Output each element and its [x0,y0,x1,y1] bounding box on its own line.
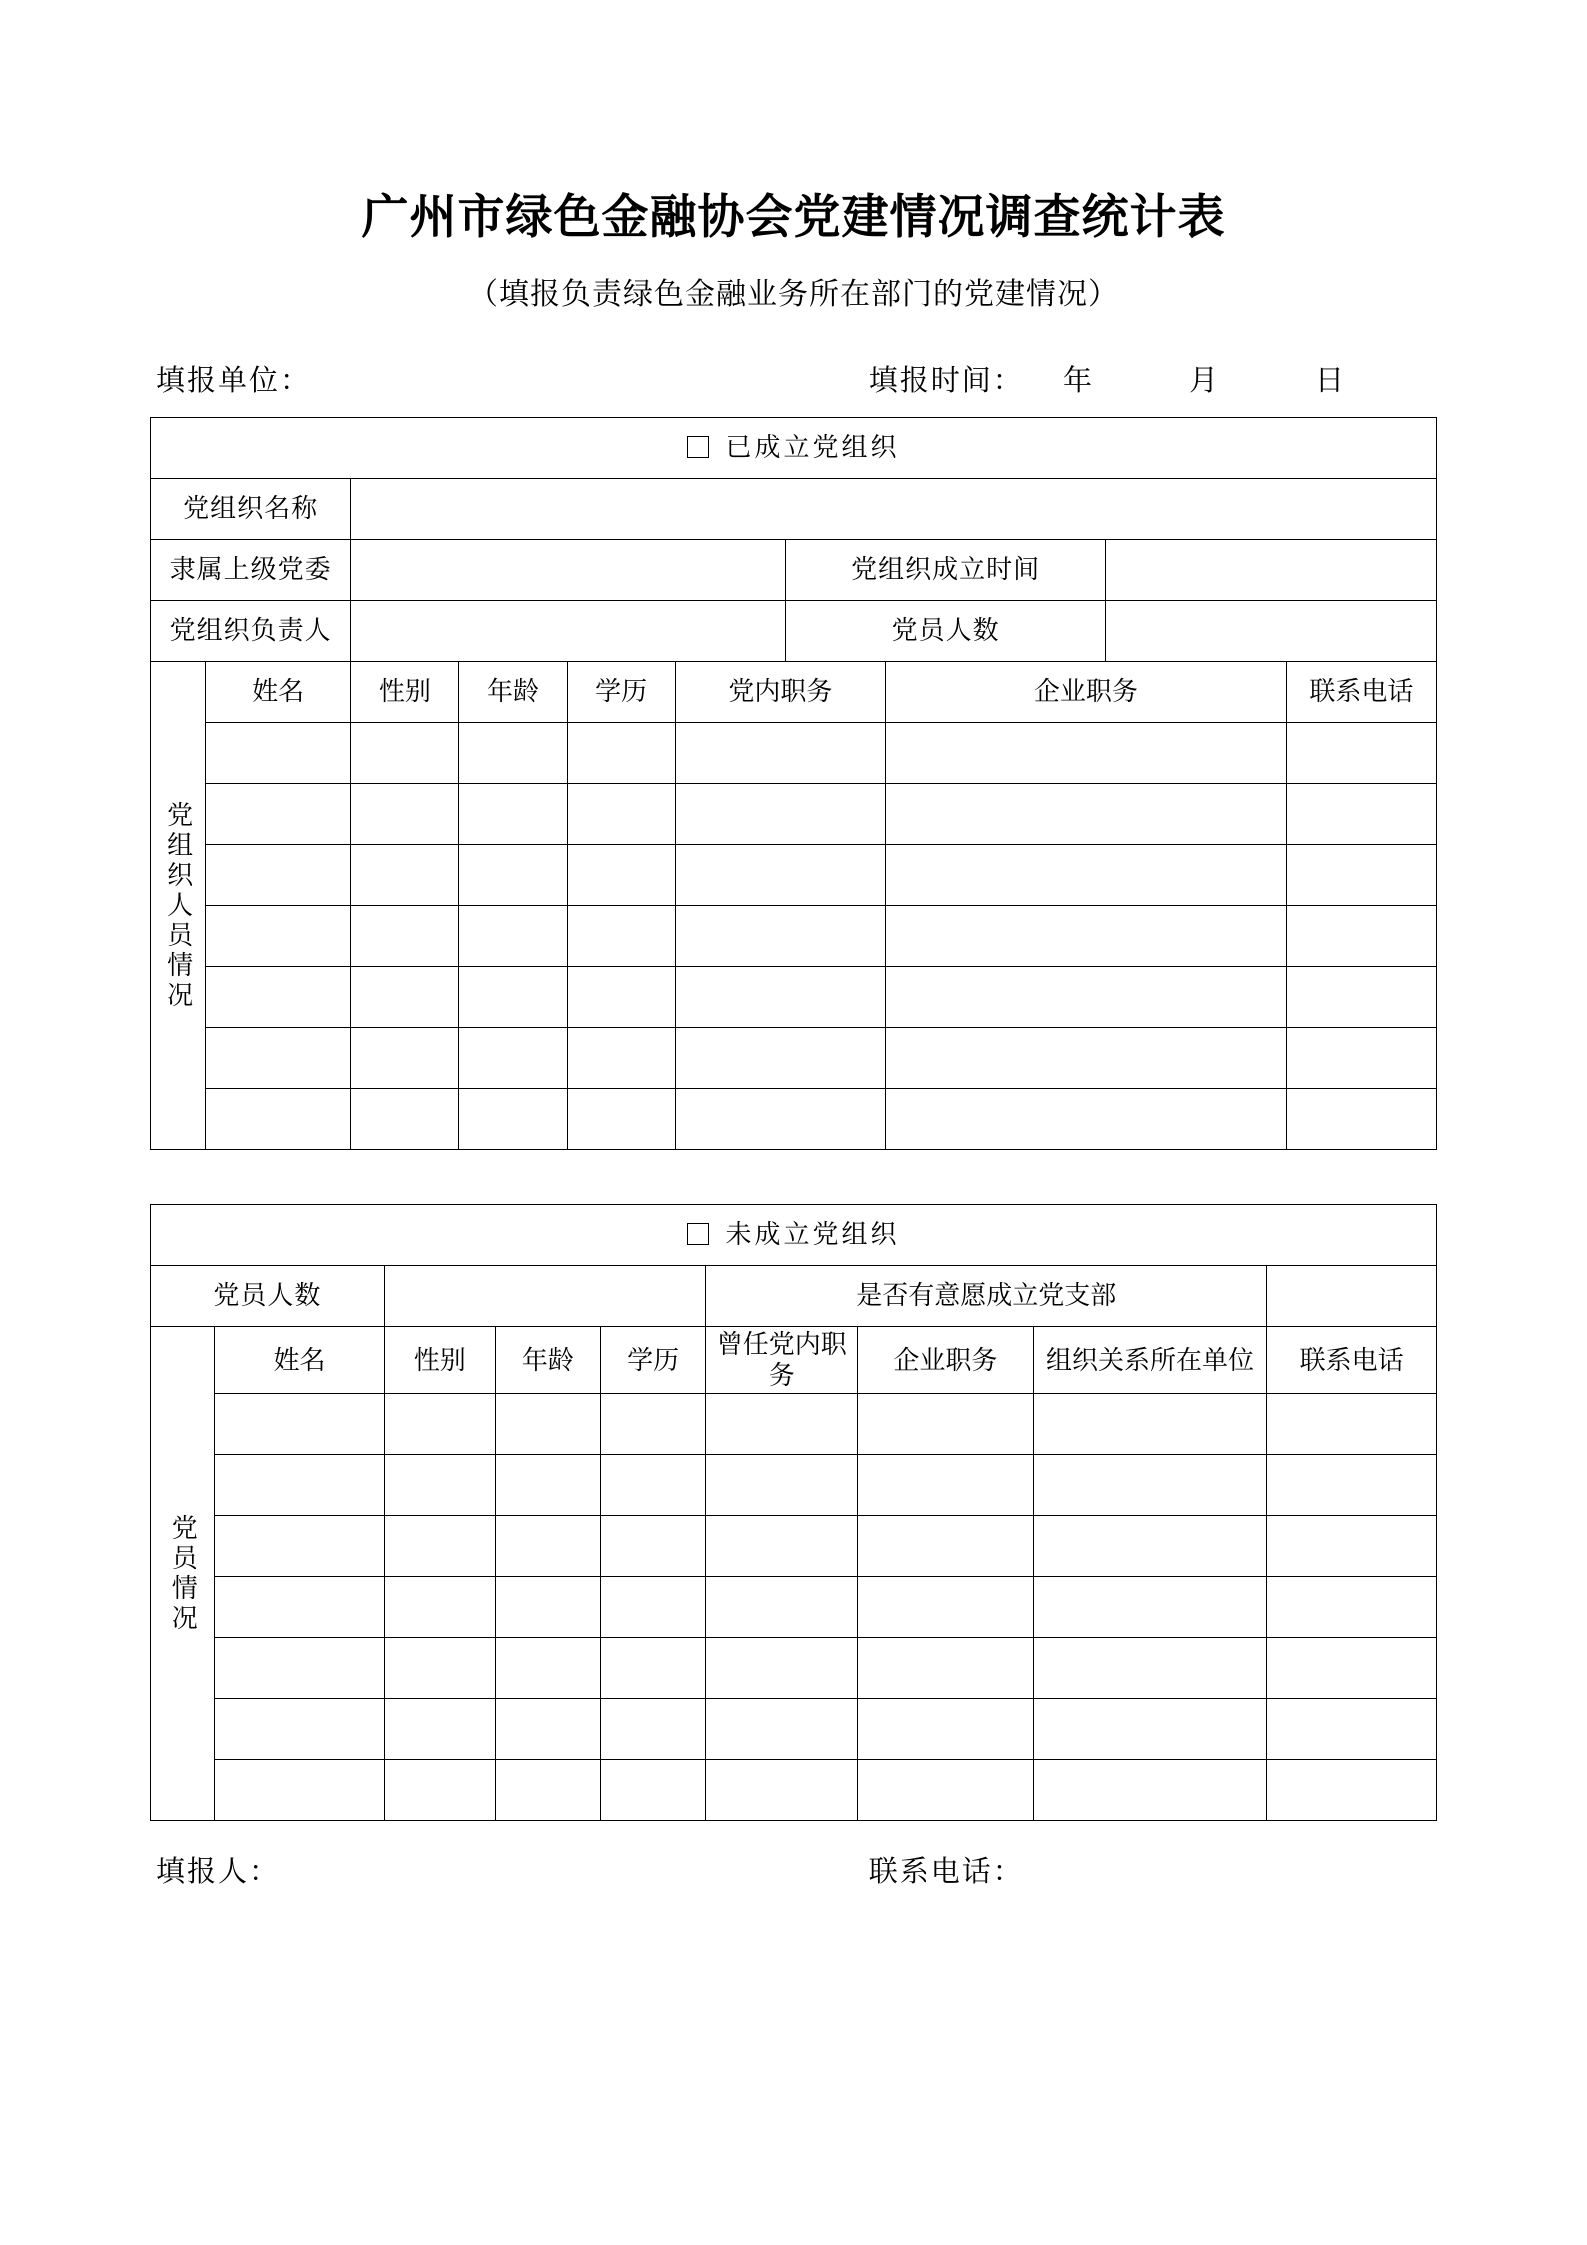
cell-company-position[interactable] [886,1028,1287,1089]
ne-willingness-label: 是否有意愿成立党支部 [706,1266,1267,1327]
org-leader-label: 党组织负责人 [151,601,351,662]
cell-education[interactable] [567,723,675,784]
cell-name[interactable] [215,1577,385,1638]
column-header-age: 年龄 [495,1327,600,1394]
cell-age[interactable] [459,1089,567,1150]
checkbox-icon[interactable] [687,1223,709,1245]
table-row [151,1699,1437,1760]
cell-phone[interactable] [1286,967,1436,1028]
cell-age[interactable] [495,1760,600,1821]
cell-gender[interactable] [384,1455,495,1516]
established-people-row-label: 党组织人员情况 [151,662,206,1150]
column-header-former-party-position: 曾任党内职务 [706,1327,858,1394]
cell-gender[interactable] [351,723,459,784]
table-row [151,479,1437,540]
column-header-education: 学历 [567,662,675,723]
cell-age[interactable] [495,1516,600,1577]
column-header-name: 姓名 [206,662,351,723]
cell-company-position[interactable] [858,1516,1033,1577]
column-header-org-relation-unit: 组织关系所在单位 [1033,1327,1267,1394]
cell-former-party-position[interactable] [706,1455,858,1516]
section-not-established-heading [151,1205,1437,1266]
member-count-label: 党员人数 [785,601,1105,662]
table-row [151,1638,1437,1699]
cell-org-relation-unit[interactable] [1033,1638,1267,1699]
column-header-phone: 联系电话 [1267,1327,1437,1394]
cell-age[interactable] [495,1638,600,1699]
column-header-company-position: 企业职务 [858,1327,1033,1394]
column-header-phone: 联系电话 [1286,662,1436,723]
reporting-date-group [774,358,1437,399]
section-established-heading-label: 已成立党组织 [725,433,900,463]
section-heading-row [151,418,1437,479]
cell-name[interactable] [206,1028,351,1089]
reporting-date-ymd: 年 月 日 [1063,365,1379,397]
cell-gender[interactable] [384,1394,495,1455]
cell-company-position[interactable] [886,967,1287,1028]
cell-company-position[interactable] [886,906,1287,967]
table-header-row [151,1327,1437,1394]
org-founding-time-label: 党组织成立时间 [785,540,1105,601]
cell-org-relation-unit[interactable] [1033,1394,1267,1455]
cell-gender[interactable] [384,1760,495,1821]
cell-age[interactable] [495,1455,600,1516]
cell-age[interactable] [495,1699,600,1760]
cell-company-position[interactable] [886,723,1287,784]
cell-party-position[interactable] [675,784,885,845]
cell-company-position[interactable] [886,845,1287,906]
table-row [151,1394,1437,1455]
reporting-unit-label: 填报单位： [156,365,312,397]
org-founding-time-value[interactable] [1106,540,1437,601]
table-row [151,845,1437,906]
section-spacer [150,1150,1437,1204]
table-row [151,1266,1437,1327]
cell-age[interactable] [459,723,567,784]
cell-education[interactable] [601,1455,706,1516]
table-row [151,1577,1437,1638]
cell-name[interactable] [206,967,351,1028]
cell-education[interactable] [601,1760,706,1821]
cell-age[interactable] [459,967,567,1028]
cell-phone[interactable] [1267,1516,1437,1577]
table-row [151,723,1437,784]
cell-gender[interactable] [384,1577,495,1638]
cell-company-position[interactable] [858,1760,1033,1821]
cell-phone[interactable] [1267,1577,1437,1638]
column-header-name: 姓名 [215,1327,385,1394]
table-not-established-party-org [150,1204,1437,1821]
cell-party-position[interactable] [675,1028,885,1089]
cell-name[interactable] [206,723,351,784]
cell-phone[interactable] [1267,1760,1437,1821]
cell-company-position[interactable] [858,1699,1033,1760]
cell-company-position[interactable] [858,1394,1033,1455]
cell-company-position[interactable] [858,1455,1033,1516]
cell-phone[interactable] [1267,1455,1437,1516]
table-row [151,1516,1437,1577]
cell-education[interactable] [567,1089,675,1150]
table-row [151,784,1437,845]
column-header-age: 年龄 [459,662,567,723]
cell-education[interactable] [601,1577,706,1638]
cell-education[interactable] [601,1638,706,1699]
cell-education[interactable] [567,1028,675,1089]
cell-name[interactable] [215,1760,385,1821]
cell-gender[interactable] [351,784,459,845]
column-header-gender: 性别 [384,1327,495,1394]
cell-name[interactable] [215,1455,385,1516]
cell-name[interactable] [206,1089,351,1150]
cell-party-position[interactable] [675,723,885,784]
cell-name[interactable] [206,845,351,906]
cell-company-position[interactable] [886,784,1287,845]
org-name-label: 党组织名称 [151,479,351,540]
cell-org-relation-unit[interactable] [1033,1455,1267,1516]
cell-education[interactable] [567,967,675,1028]
cell-name[interactable] [215,1394,385,1455]
cell-phone[interactable] [1286,784,1436,845]
reporting-date-label: 填报时间： [868,365,1024,397]
ne-member-count-value[interactable] [384,1266,705,1327]
cell-age[interactable] [459,906,567,967]
table-established-party-org [150,417,1437,1150]
cell-name[interactable] [215,1699,385,1760]
org-name-value[interactable] [351,479,1437,540]
table-row [151,1028,1437,1089]
contact-phone-label: 联系电话： [868,1856,1024,1889]
cell-phone[interactable] [1267,1394,1437,1455]
cell-former-party-position[interactable] [706,1760,858,1821]
table-row [151,601,1437,662]
cell-phone[interactable] [1286,906,1436,967]
page-title: 广州市绿色金融协会党建情况调查统计表 [361,190,1226,243]
cell-age[interactable] [459,845,567,906]
cell-gender[interactable] [351,1028,459,1089]
cell-org-relation-unit[interactable] [1033,1516,1267,1577]
meta-row [150,358,1437,399]
cell-former-party-position[interactable] [706,1577,858,1638]
ne-member-count-label: 党员人数 [151,1266,385,1327]
cell-phone[interactable] [1286,1028,1436,1089]
cell-gender[interactable] [351,967,459,1028]
cell-education[interactable] [567,784,675,845]
checkbox-icon[interactable] [687,436,709,458]
cell-org-relation-unit[interactable] [1033,1760,1267,1821]
cell-party-position[interactable] [675,1089,885,1150]
cell-company-position[interactable] [858,1577,1033,1638]
page-subtitle: （填报负责绿色金融业务所在部门的党建情况） [468,278,1119,311]
footer-row [150,1849,1437,1890]
cell-former-party-position[interactable] [706,1699,858,1760]
cell-age[interactable] [459,1028,567,1089]
column-header-party-position: 党内职务 [675,662,885,723]
cell-gender[interactable] [351,845,459,906]
cell-company-position[interactable] [886,1089,1287,1150]
column-header-company-position: 企业职务 [886,662,1287,723]
cell-gender[interactable] [384,1638,495,1699]
cell-name[interactable] [215,1638,385,1699]
cell-phone[interactable] [1286,723,1436,784]
cell-former-party-position[interactable] [706,1638,858,1699]
cell-education[interactable] [567,845,675,906]
section-heading-row [151,1205,1437,1266]
cell-phone[interactable] [1286,1089,1436,1150]
table-row [151,906,1437,967]
org-leader-value[interactable] [351,601,786,662]
cell-name[interactable] [206,784,351,845]
table-header-row [151,662,1437,723]
column-header-education: 学历 [601,1327,706,1394]
section-established-heading [151,418,1437,479]
table-row [151,540,1437,601]
column-header-gender: 性别 [351,662,459,723]
superior-committee-value[interactable] [351,540,786,601]
cell-phone[interactable] [1267,1699,1437,1760]
table-row [151,1089,1437,1150]
ne-willingness-value[interactable] [1267,1266,1437,1327]
cell-org-relation-unit[interactable] [1033,1577,1267,1638]
cell-phone[interactable] [1286,845,1436,906]
cell-gender[interactable] [384,1516,495,1577]
ne-people-row-label: 党员情况 [151,1327,215,1821]
cell-age[interactable] [495,1394,600,1455]
cell-gender[interactable] [384,1699,495,1760]
cell-former-party-position[interactable] [706,1516,858,1577]
table-row [151,967,1437,1028]
cell-former-party-position[interactable] [706,1394,858,1455]
cell-education[interactable] [601,1394,706,1455]
cell-age[interactable] [495,1577,600,1638]
cell-age[interactable] [459,784,567,845]
cell-phone[interactable] [1267,1638,1437,1699]
cell-name[interactable] [206,906,351,967]
cell-party-position[interactable] [675,845,885,906]
cell-party-position[interactable] [675,967,885,1028]
cell-education[interactable] [567,906,675,967]
section-not-established-heading-label: 未成立党组织 [725,1220,900,1250]
cell-party-position[interactable] [675,906,885,967]
table-row [151,1760,1437,1821]
cell-education[interactable] [601,1699,706,1760]
reporter-label: 填报人： [156,1856,281,1889]
cell-gender[interactable] [351,1089,459,1150]
superior-committee-label: 隶属上级党委 [151,540,351,601]
cell-education[interactable] [601,1516,706,1577]
member-count-value[interactable] [1106,601,1437,662]
cell-company-position[interactable] [858,1638,1033,1699]
cell-gender[interactable] [351,906,459,967]
cell-name[interactable] [215,1516,385,1577]
table-row [151,1455,1437,1516]
cell-org-relation-unit[interactable] [1033,1699,1267,1760]
